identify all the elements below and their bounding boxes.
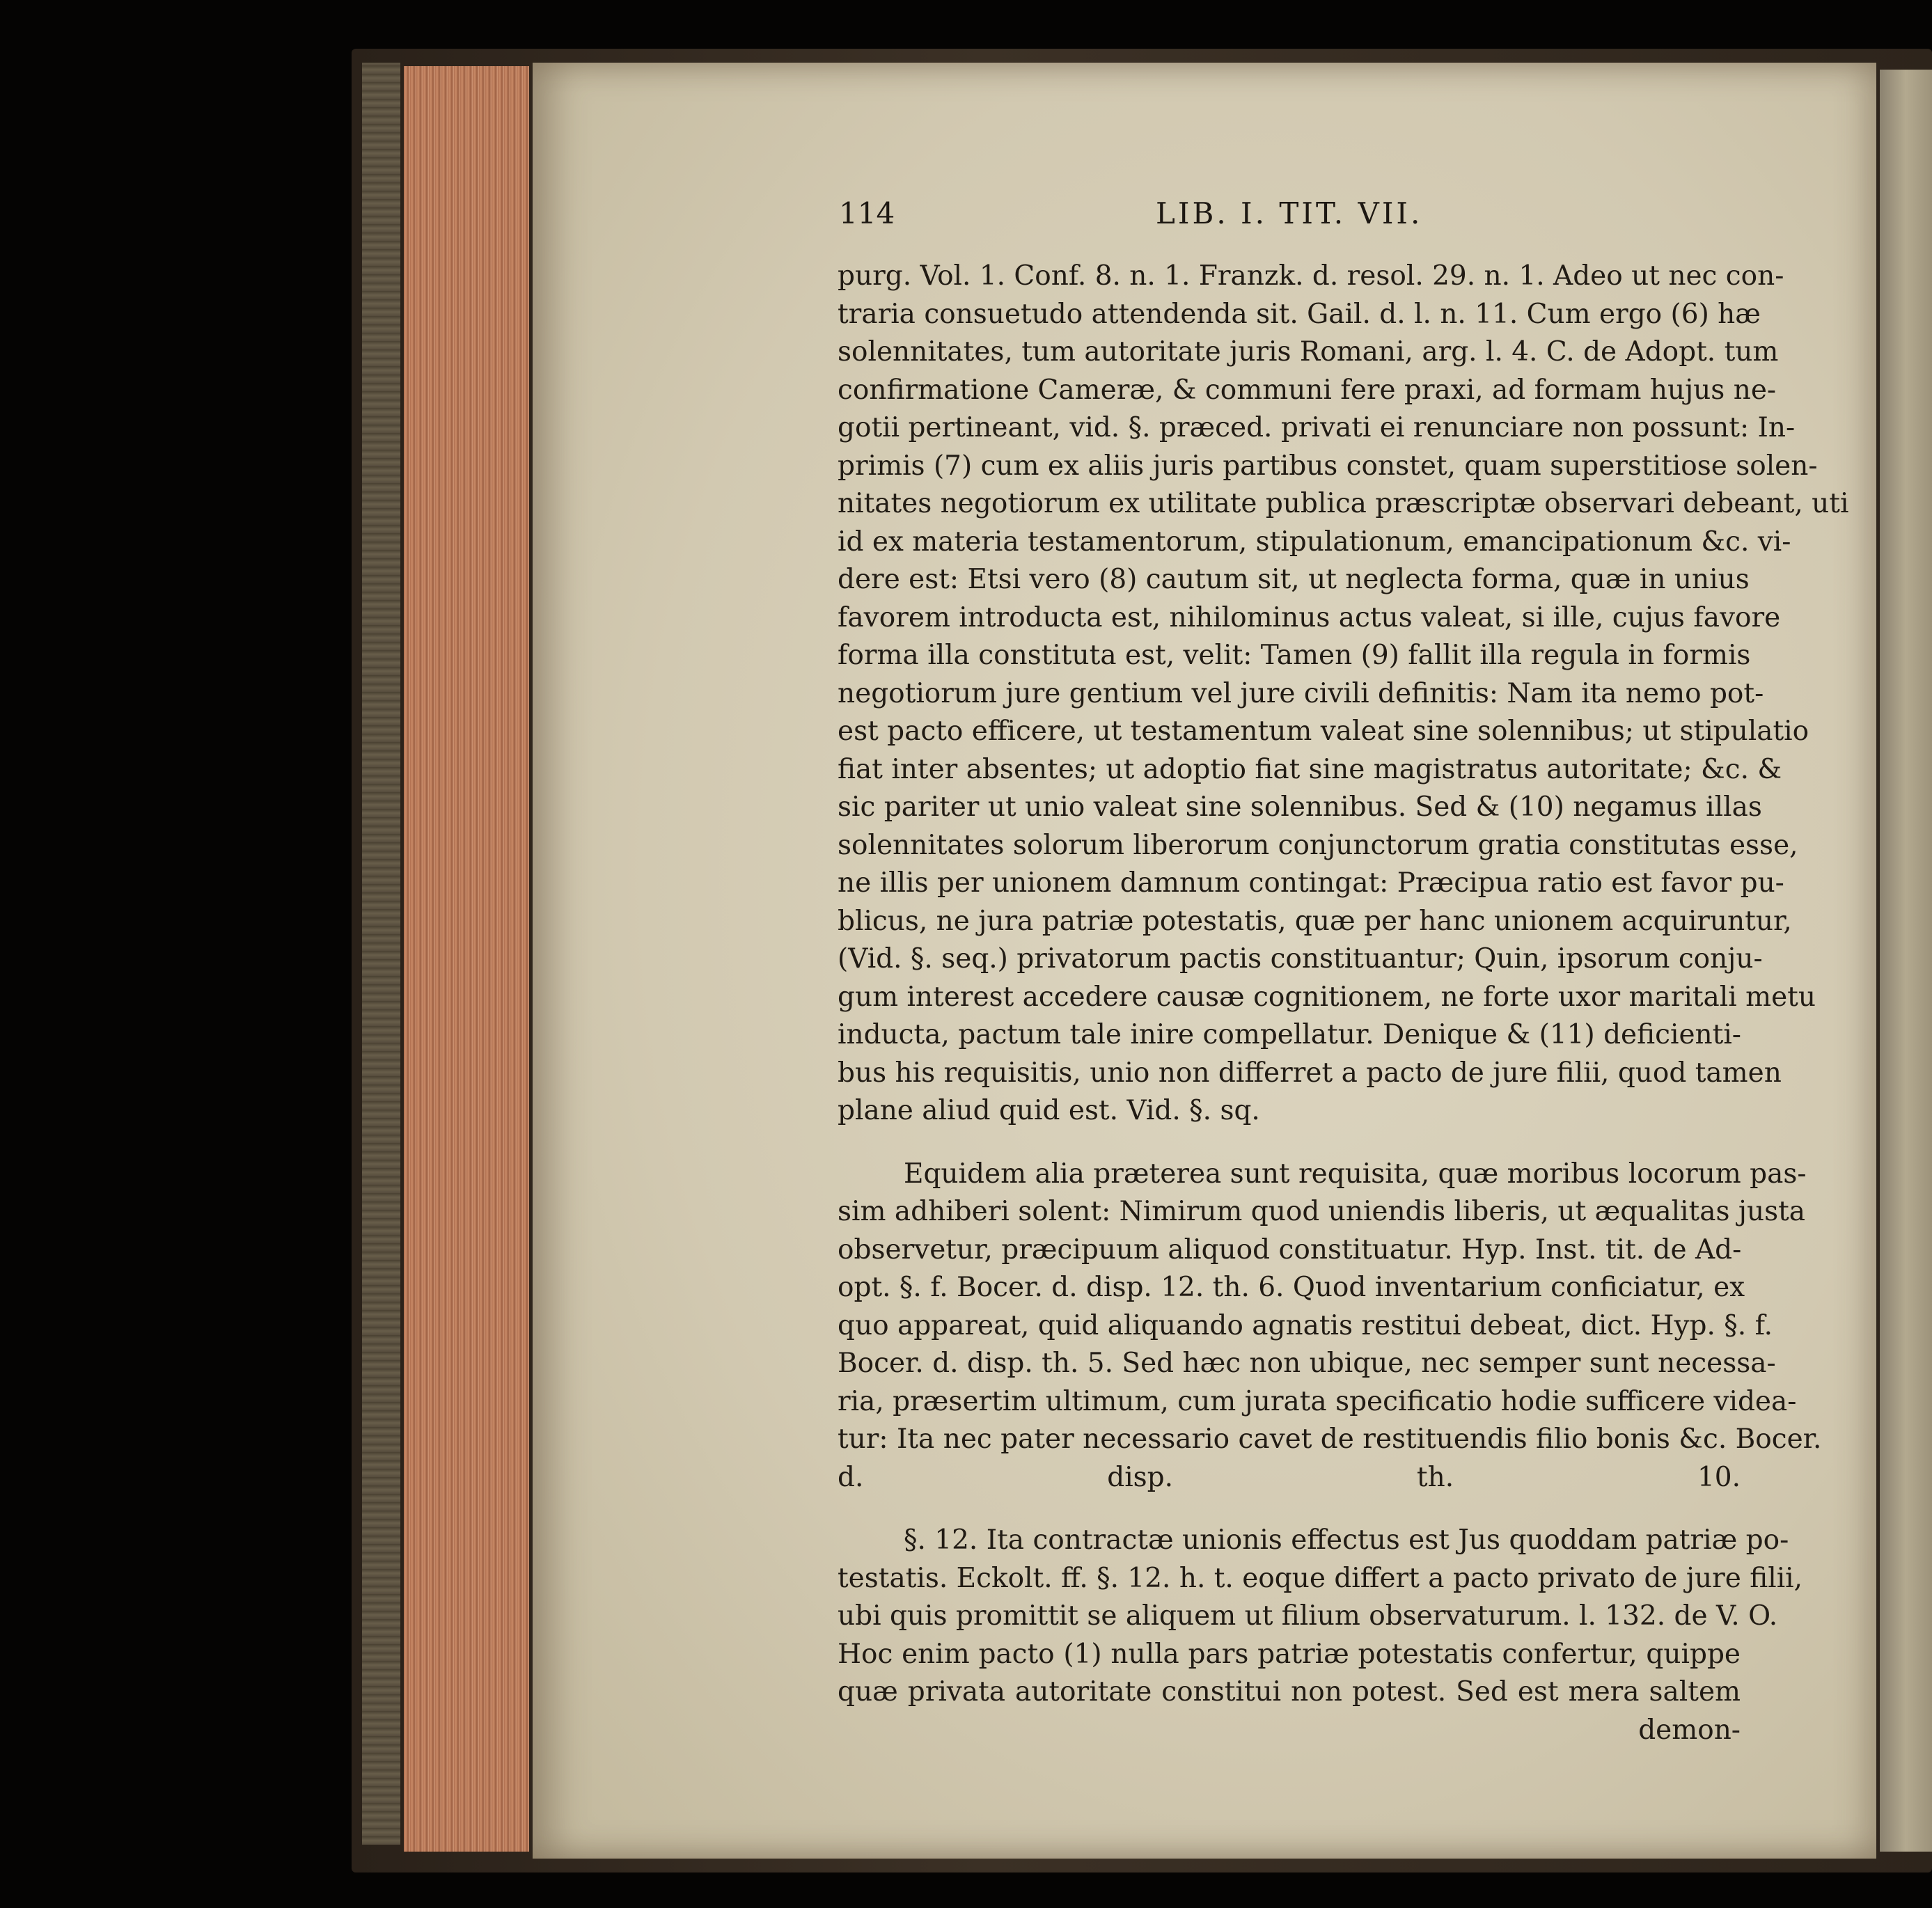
text-line: bus his requisitis, unio non differret a pacto de jure filii, quod tamen [838, 1057, 1782, 1089]
running-head: LIB. I. TIT. VII. [1156, 196, 1423, 230]
text-line: quo appareat, quid aliquando agnatis restitui debeat, dict. Hyp. §. f. [838, 1309, 1773, 1341]
text-line: forma illa constituta est, velit: Tamen (9) fallit illa regula in formis [838, 640, 1751, 671]
text-line: confirmatione Cameræ, & communi fere praxi, ad formam hujus ne- [838, 374, 1777, 406]
text-line: primis (7) cum ex aliis juris partibus constet, quam superstitiose solen- [838, 450, 1818, 482]
text-line: ubi quis promittit se aliquem ut filium observaturum. l. 132. de V. O. [838, 1600, 1778, 1632]
text-line: quæ privata autoritate constitui non potest. Sed est mera saltem [838, 1676, 1741, 1708]
text-line: tur: Ita nec pater necessario cavet de restituendis filio bonis &c. Bocer. [838, 1424, 1822, 1455]
paragraph-1 [838, 258, 1849, 1130]
facing-page-edge [1880, 70, 1932, 1852]
text-line: gotii pertineant, vid. §. præced. privati ei renunciare non possunt: In- [838, 412, 1796, 443]
text-line: fiat inter absentes; ut adoptio fiat sine magistratus autoritate; &c. & [838, 753, 1782, 785]
text-line: purg. Vol. 1. Conf. 8. n. 1. Franzk. d. resol. 29. n. 1. Adeo ut nec con- [838, 260, 1784, 292]
text-line: inducta, pactum tale inire compellatur. Denique & (11) deficienti- [838, 1019, 1741, 1050]
text-line: sic pariter ut unio valeat sine solennibus. Sed & (10) negamus illas [838, 791, 1762, 823]
text-line: traria consuetudo attendenda sit. Gail. d. l. n. 11. Cum ergo (6) hæ [838, 298, 1761, 330]
text-line: Equidem alia præterea sunt requisita, quæ moribus locorum pas- [904, 1158, 1807, 1190]
text-line: §. 12. Ita contractæ unionis effectus est Jus quoddam patriæ po- [904, 1524, 1789, 1556]
text-line: negotiorum jure gentium vel jure civili definitis: Nam ita nemo pot- [838, 677, 1764, 709]
text-line: opt. §. f. Bocer. d. disp. 12. th. 6. Quod inventarium conficiatur, ex [838, 1272, 1745, 1303]
text-line: testatis. Eckolt. ff. §. 12. h. t. eoque differt a pacto privato de jure filii, [838, 1562, 1803, 1594]
page-edges [404, 66, 529, 1852]
text-line: ria, præsertim ultimum, cum jurata specificatio hodie sufficere videa- [838, 1385, 1797, 1417]
paragraph-gap [838, 1497, 1741, 1522]
text-line: favorem introducta est, nihilominus actus valeat, si ille, cujus favore [838, 601, 1781, 633]
text-line: blicus, ne jura patriæ potestatis, quæ per hanc unionem acquiruntur, [838, 905, 1792, 937]
text-line: est pacto efficere, ut testamentum valeat sine solennibus; ut stipulatio [838, 716, 1809, 747]
text-line: gum interest accedere causæ cognitionem, ne forte uxor maritali metu [838, 981, 1816, 1013]
text-line: observetur, præcipuum aliquod constituatur. Hyp. Inst. tit. de Ad- [838, 1233, 1742, 1266]
text-line: d. disp. th. 10. [838, 1461, 1741, 1493]
text-line: solennitates, tum autoritate juris Romani, arg. l. 4. C. de Adopt. tum [838, 336, 1779, 368]
page-header [839, 196, 1744, 245]
catchword: demon- [1638, 1714, 1741, 1746]
text-line: id ex materia testamentorum, stipulationum, emancipationum &c. vi- [838, 526, 1791, 558]
text-line: plane aliud quid est. Vid. §. sq. [838, 1095, 1260, 1126]
page-number: 114 [839, 196, 895, 230]
paragraph-gap [838, 1130, 1741, 1156]
text-line: sim adhiberi solent: Nimirum quod uniendis liberis, ut æqualitas justa [838, 1196, 1806, 1227]
paragraph-2 [838, 1156, 1822, 1497]
text-line: nitates negotiorum ex utilitate publica præscriptæ observari debeant, uti [838, 488, 1849, 519]
text-line: dere est: Etsi vero (8) cautum sit, ut neglecta forma, quæ in unius [838, 564, 1750, 595]
paragraph-3 [838, 1522, 1803, 1712]
text-block [838, 258, 1849, 1749]
text-line: Bocer. d. disp. th. 5. Sed hæc non ubique, nec semper sunt necessa- [838, 1348, 1776, 1379]
text-line: solennitates solorum liberorum conjunctorum gratia constitutas esse, [838, 829, 1798, 861]
text-line: ne illis per unionem damnum contingat: Præcipua ratio est favor pu- [838, 867, 1784, 899]
cover-edge [362, 63, 400, 1845]
text-line: Hoc enim pacto (1) nulla pars patriæ potestatis confertur, quippe [838, 1638, 1741, 1670]
text-line: (Vid. §. seq.) privatorum pactis constituantur; Quin, ipsorum conju- [838, 943, 1763, 975]
